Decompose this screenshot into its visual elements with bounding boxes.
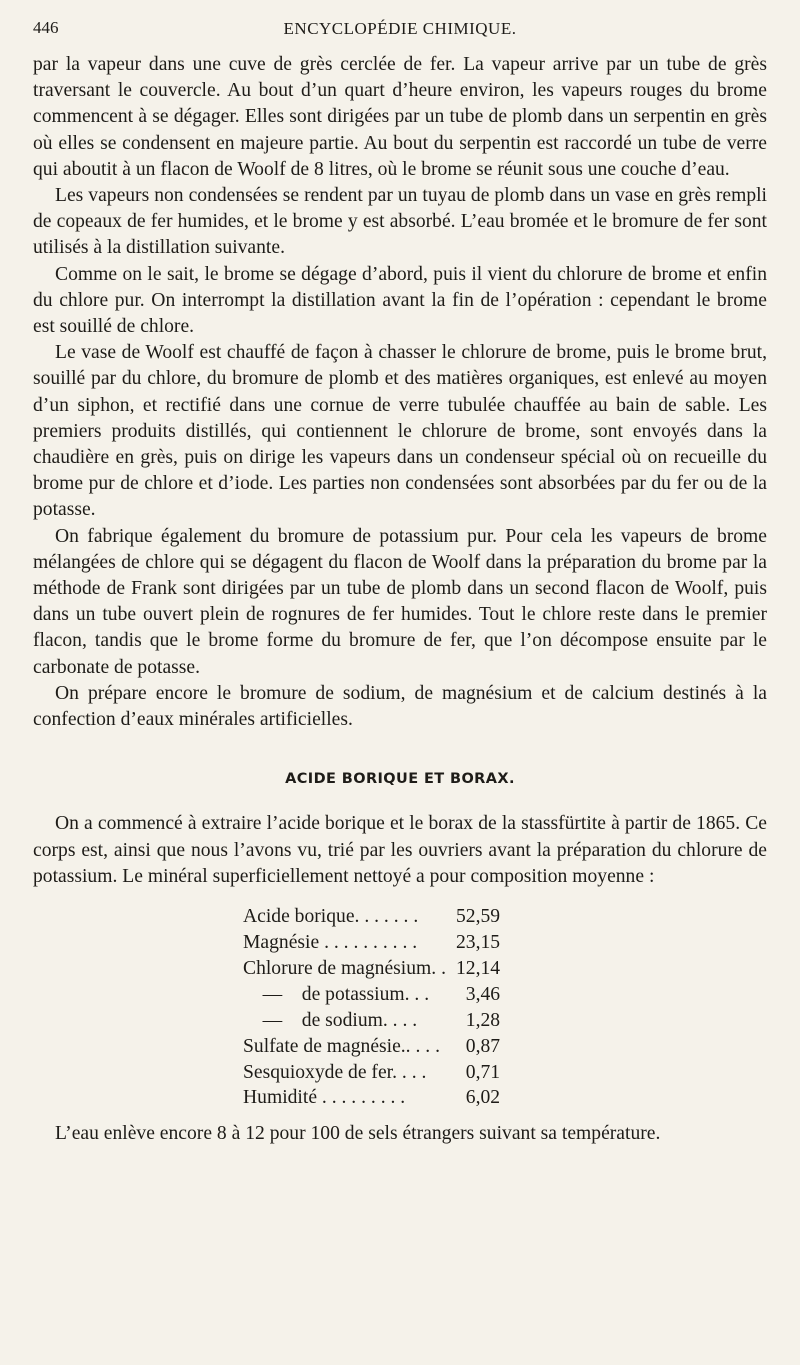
paragraph: Comme on le sait, le brome se dégage d’abord, puis il vient du chlorure de brome et enfin du chlore pur. On interrompt la distillation avant la fin de l’opération : cependant le brome est souillé de chlore. [33, 263, 767, 338]
composition-row [243, 930, 500, 956]
component-value: 52,59 [455, 906, 501, 928]
paragraph: Le vase de Woolf est chauffé de façon à chasser le chlorure de brome, puis le brome brut, souillé par du chlore, du bromure de plomb et des matières organiques, est enlevé au moyen d’un siphon, et rectifié dans une cornue de verre tubulée chauffée au bain de sable. Les premiers produits distillés, qui contiennent le chlorure de brome, sont envoyés dans la chaudière en grès, puis on dirige les vapeurs dans un condenseur spécial où on recueille du brome pur de chlore et d’iode. Les parties non condensées sont absorbées par du fer ou de la potasse. [33, 342, 767, 521]
composition-row [243, 982, 500, 1008]
component-value: 12,14 [455, 957, 501, 979]
page-body [33, 52, 767, 1148]
closing-paragraph: L’eau enlève encore 8 à 12 pour 100 de sels étrangers suivant sa température. [55, 1123, 661, 1145]
paragraph: On prépare encore le bromure de sodium, de magnésium et de calcium destinés à la confection d’eaux minérales artificielles. [33, 682, 767, 731]
component-value: 1,28 [465, 1009, 501, 1031]
component-label: Chlorure de magnésium. . [243, 957, 446, 979]
page-number: 446 [33, 18, 59, 37]
paragraph: par la vapeur dans une cuve de grès cerclée de fer. La vapeur arrive par un tube de grès traversant le couvercle. Au bout d’un quart d’heure environ, les vapeurs rouges du brome commencent à se dégager. Elles sont dirigées par un tube de plomb dans un serpentin en grès où elles se condensent en majeure partie. Au bout du serpentin est raccordé un tube de verre qui aboutit à un flacon de Woolf de 8 litres, où le brome se réunit sous une couche d’eau. [33, 54, 767, 180]
component-label: — de sodium. . . . [243, 1009, 418, 1031]
section-title: ACIDE BORIQUE ET BORAX. [285, 771, 515, 788]
component-value: 6,02 [465, 1087, 501, 1109]
component-label: Humidité . . . . . . . . . [243, 1087, 406, 1109]
composition-row [243, 1085, 500, 1111]
composition-row [243, 956, 500, 982]
composition-row [243, 1060, 500, 1086]
composition-row [243, 904, 500, 930]
paragraph: On fabrique également du bromure de potassium pur. Pour cela les vapeurs de brome mélangées de chlore qui se dégagent du flacon de Woolf dans la préparation du brome par la méthode de Frank sont dirigées par un tube de plomb dans un second flacon de Woolf, puis dans un tube ouvert plein de rognures de fer humides. Tout le chlore reste dans le premier flacon, tandis que le brome forme du bromure de fer, que l’on décompose ensuite par le carbonate de potasse. [33, 525, 767, 678]
composition-table [243, 904, 500, 1111]
running-title: ENCYCLOPÉDIE CHIMIQUE. [283, 19, 517, 38]
composition-row [243, 1034, 500, 1060]
paragraph: Les vapeurs non condensées se rendent par un tuyau de plomb dans un vase en grès rempli de copeaux de fer humides, et le brome y est absorbé. L’eau bromée et le bromure de fer sont utilisés à la distillation suivante. [33, 185, 767, 259]
component-label: — de potassium. . . [243, 983, 430, 1005]
component-value: 0,87 [465, 1035, 501, 1057]
component-value: 23,15 [455, 932, 501, 953]
composition-row [243, 1008, 500, 1034]
component-label: Acide borique. . . . . . . [243, 906, 419, 928]
component-label: Sesquioxyde de fer. . . . [243, 1061, 427, 1083]
section-intro: On a commencé à extraire l’acide borique et le borax de la stassfürtite à partir de 1865. Ce corps est, ainsi que nous l’avons vu, trié par les ouvriers avant la préparation du chlorure de potassium. Le minéral superficiellement nettoyé a pour composition moyenne : [33, 813, 767, 887]
page-header [33, 18, 767, 42]
component-value: 0,71 [465, 1061, 501, 1083]
component-value: 3,46 [465, 983, 501, 1005]
component-label: Magnésie . . . . . . . . . . [243, 932, 418, 953]
component-label: Sulfate de magnésie.. . . . [243, 1035, 440, 1057]
